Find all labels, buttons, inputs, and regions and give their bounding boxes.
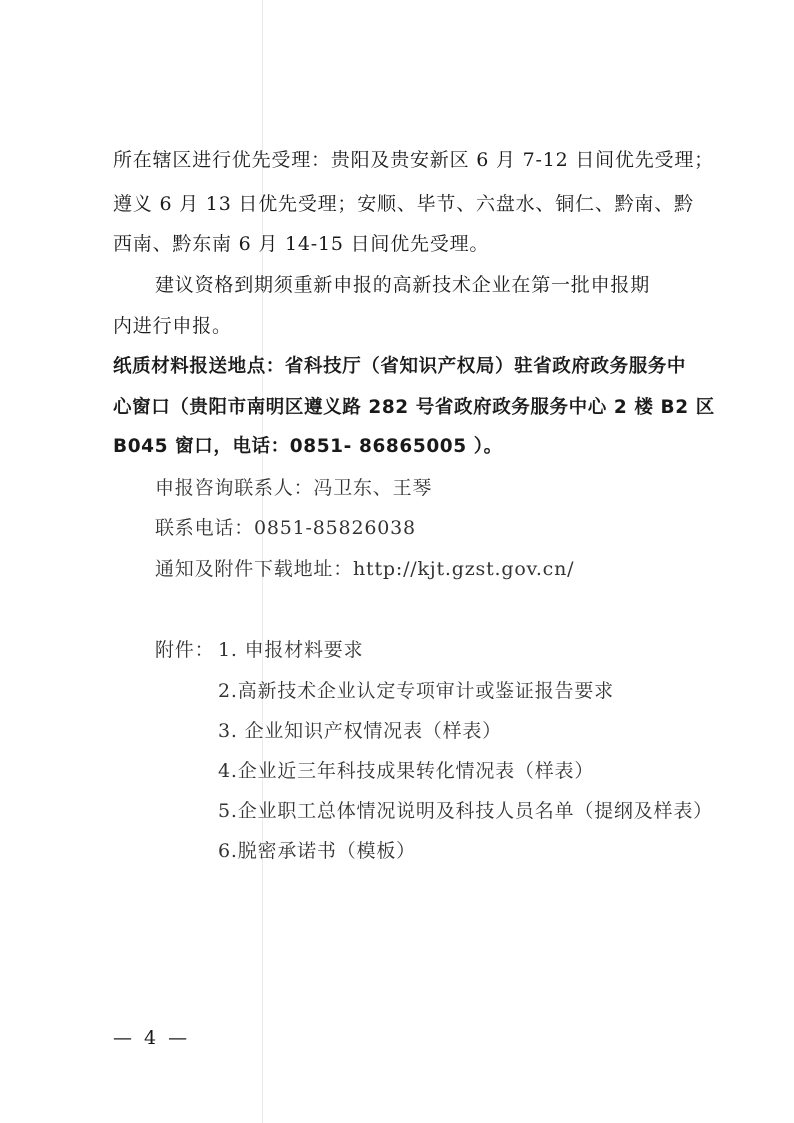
submission-address-line-2: 心窗口（贵阳市南明区遵义路 282 号省政府政务服务中心 2 楼 B2 区 [113,397,715,418]
page-number: — 4 — [113,1027,191,1049]
paragraph-1-line-3: 西南、黔东南 6 月 14-15 日间优先受理。 [113,233,490,255]
paragraph-1-line-2: 遵义 6 月 13 日优先受理；安顺、毕节、六盘水、铜仁、黔南、黔 [113,193,694,215]
download-url: 通知及附件下载地址：http://kjt.gzst.gov.cn/ [155,558,575,580]
paragraph-2-line-1: 建议资格到期须重新申报的高新技术企业在第一批申报期 [155,274,651,296]
submission-address-line-3: B045 窗口，电话：0851- 86865005 ）。 [113,436,503,457]
attachment-item-4: 4.企业近三年科技成果转化情况表（样表） [218,760,595,782]
attachment-item-6: 6.脱密承诺书（模板） [218,840,416,862]
attachment-item-3: 3. 企业知识产权情况表（样表） [218,720,502,742]
paragraph-1-line-1: 所在辖区进行优先受理：贵阳及贵安新区 6 月 7-12 日间优先受理； [113,149,714,171]
attachment-item-1: 1. 申报材料要求 [218,639,364,661]
attachment-item-2: 2.高新技术企业认定专项审计或鉴证报告要求 [218,680,614,702]
attachments-label: 附件： [155,639,215,661]
contact-person: 申报咨询联系人：冯卫东、王琴 [155,477,433,499]
submission-address-line-1: 纸质材料报送地点：省科技厅（省知识产权局）驻省政府政务服务中 [113,356,687,377]
paragraph-2-line-2: 内进行申报。 [113,315,232,337]
attachment-item-5: 5.企业职工总体情况说明及科技人员名单（提纲及样表） [218,800,713,822]
contact-phone: 联系电话：0851-85826038 [155,517,416,539]
